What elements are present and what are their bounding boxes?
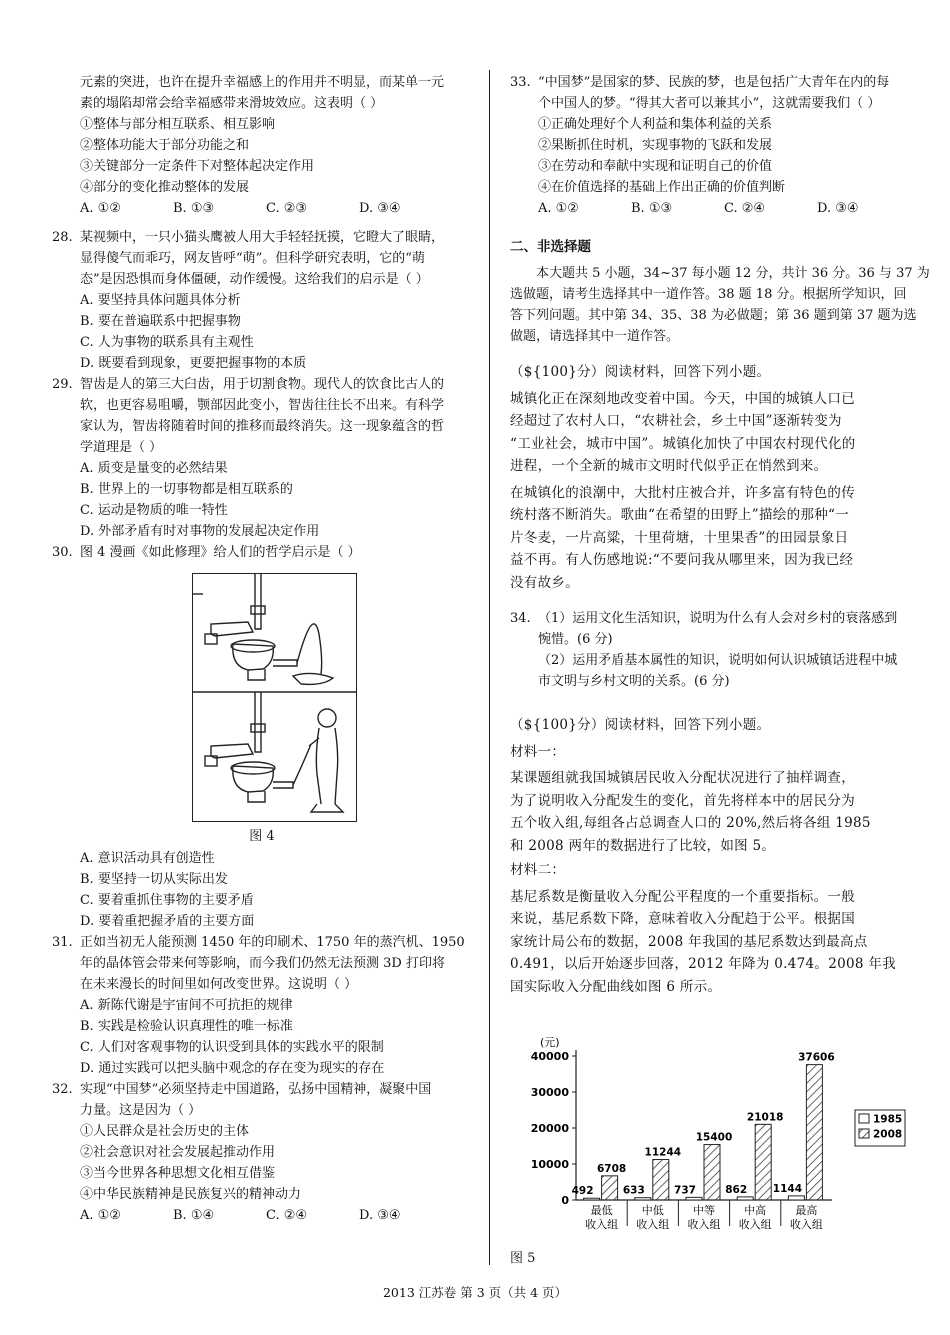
group-1-heading: （${100}分）阅读材料，回答下列小题。 [510,364,771,380]
left-column [52,72,472,1226]
bar-value-label: 1144 [772,1182,803,1195]
q33-item: ②果断抓住时机，实现事物的飞跃和发展 [538,138,773,153]
option-a: A. 质变是量变的必然结果 [80,461,228,476]
bar-1985 [635,1198,651,1200]
bar-2008 [806,1065,822,1200]
bar-value-label: 492 [571,1185,594,1198]
group-2-heading: （${100}分）阅读材料，回答下列小题。 [510,717,771,733]
legend-label: 2008 [873,1128,903,1141]
bar-value-label: 37606 [798,1051,835,1064]
option-b: B. ①③ [631,201,673,216]
category-label: 中低 [641,1204,664,1217]
question-32 [52,1079,472,1226]
bar-2008 [653,1160,669,1200]
q32-line: 实现“中国梦”必须坚持走中国道路，弘扬中国精神，凝聚中国 [80,1082,432,1097]
legend-label: 1985 [873,1113,903,1126]
material-line: 进程，一个全新的城市文明时代似乎正在悄然到来。 [510,458,828,474]
category-label: 最高 [795,1204,818,1217]
income-bar-chart [514,1036,914,1246]
bar-1985 [686,1197,702,1200]
q29-line: 学道理是（ ） [80,440,163,455]
bar-2008 [704,1145,720,1200]
option-a: A. ①② [80,201,121,216]
q32-line: 力量。这是因为（ ） [80,1103,202,1118]
material-line: 为了说明收入分配发生的变化，首先将样本中的居民分为 [510,792,855,809]
option-a: A. ①② [80,1208,121,1223]
figure-4-caption: 图 4 [249,829,275,844]
q32-item: ①人民群众是社会历史的主体 [80,1124,250,1139]
q34-part-2: 市文明与乡村文明的关系。(6 分) [538,674,730,689]
q31-line: 年的晶体管会带来何等影响，而今我们仍然无法预测 3D 打印将 [80,956,445,971]
q27-options [52,198,472,219]
option-c: C. 人为事物的联系具有主观性 [80,335,254,350]
material-line: 某课题组就我国城镇居民收入分配状况进行了抽样调查， [510,770,855,786]
option-a: A. 要坚持具体问题具体分析 [80,293,241,308]
figure-4-cartoon [192,573,357,822]
category-label: 收入组 [585,1218,619,1231]
question-number: 32. [52,1082,73,1097]
material-line: 五个收入组,每组各占总调查人口的 20%,然后将各组 1985 [510,815,871,831]
material-line: 片冬麦，一片高粱，十里荷塘，十里果香”的田园景象日 [510,529,849,546]
bar-value-label: 737 [674,1184,696,1197]
legend-swatch-1985 [859,1114,869,1123]
question-27-continued [52,72,472,219]
q27-item: ④部分的变化推动整体的发展 [80,180,250,195]
q29-line: 软，也更容易咀嚼，颚部因此变小，智齿往往长不出来。有科学 [80,398,445,413]
material-line: 没有故乡。 [510,574,579,591]
q29-line: 智齿是人的第三大臼齿，用于切割食物。现代人的饮食比古人的 [80,377,445,392]
question-33 [510,72,920,219]
option-c: C. ②③ [266,201,308,216]
section-2-heading: 二、非选择题 [510,239,591,255]
material-line: “工业社会，城市中国”。城镇化加快了中国农村现代化的 [510,435,856,452]
option-d: D. ③④ [359,1208,401,1223]
option-a: A. 新陈代谢是宇宙间不可抗拒的规律 [80,998,293,1013]
category-label: 收入组 [738,1218,772,1231]
cartoon-illustration [193,574,356,821]
material-line: 统村落不断消失。歌曲“在希望的田野上”描绘的那种“一 [510,507,850,523]
q32-item: ③当今世界各种思想文化相互借鉴 [80,1166,276,1181]
category-label: 中等 [693,1204,715,1217]
y-tick-label: 40000 [530,1050,569,1063]
q34-part-1: 惋惜。(6 分) [538,632,613,647]
material-line: 家统计局公布的数据，2008 年我国的基尼系数达到最高点 [510,933,868,950]
option-b: B. 实践是检验认识真理性的唯一标准 [80,1019,293,1034]
material-1 [510,767,920,857]
option-d: D. 外部矛盾有时对事物的发展起决定作用 [80,524,320,539]
figure-5-chart [514,1036,914,1246]
option-d: D. 通过实践可以把头脑中观念的存在变为现实的存在 [80,1061,385,1076]
right-column [510,72,930,998]
bar-2008 [602,1176,618,1200]
q28-line: 某视频中，一只小猫头鹰被人用大手轻轻抚摸，它瞪大了眼睛， [80,230,445,245]
option-b: B. 世界上的一切事物都是相互联系的 [80,482,293,497]
question-number: 33. [510,75,531,90]
q32-options [52,1205,472,1226]
bar-1985 [584,1198,600,1200]
category-label: 最低 [590,1204,613,1217]
q33-item: ①正确处理好个人利益和集体利益的关系 [538,117,773,132]
bar-value-label: 21018 [746,1111,784,1124]
option-d: D. ③④ [817,201,859,216]
q33-line: 个中国人的梦。“得其大者可以兼其小”，这就需要我们（ ） [538,96,881,111]
figure-5-caption: 图 5 [510,1251,536,1266]
option-d: D. 要着重把握矛盾的主要方面 [80,914,255,929]
q33-item: ④在价值选择的基础上作出正确的价值判断 [538,180,786,195]
bar-value-label: 15400 [695,1131,733,1144]
y-tick-label: 0 [561,1194,569,1207]
q27-line: 元素的突进，也许在提升幸福感上的作用并不明显，而某单一元 [80,75,445,90]
question-31 [52,932,472,1079]
option-a: A. 意识活动具有创造性 [80,851,215,866]
instruction-line: 答下列问题。其中第 34、35、38 为必做题；第 36 题到第 37 题为选 [510,308,917,323]
option-c: C. ②④ [266,1208,308,1223]
section-2-instructions [510,263,930,347]
question-28 [52,227,472,374]
option-c: C. 要着重抓住事物的主要矛盾 [80,893,254,908]
q33-item: ③在劳动和奉献中实现和证明自己的价值 [538,159,773,174]
question-34 [510,608,920,692]
option-c: C. 人们对客观事物的认识受到具体的实践水平的限制 [80,1040,384,1055]
bar-1985 [737,1197,753,1200]
material-line: 来说，基尼系数下降，意味着收入分配趋于公平。根据国 [510,911,855,927]
q31-line: 在未来漫长的时间里如何改变世界。这说明（ ） [80,977,358,992]
legend-swatch-2008 [859,1129,869,1138]
q29-line: 家认为，智齿将随着时间的推移而最终消失。这一现象蕴含的哲 [80,419,445,434]
material-line: 在城镇化的浪潮中，大批村庄被合并，许多富有特色的传 [510,484,855,501]
q27-item: ②整体功能大于部分功能之和 [80,138,250,153]
option-b: B. ①③ [173,201,215,216]
category-label: 收入组 [789,1218,823,1231]
category-label: 收入组 [687,1218,721,1231]
material-line: 经超过了农村人口，“农耕社会，乡土中国”逐渐转变为 [510,413,842,429]
option-c: C. ②④ [724,201,766,216]
question-30 [52,542,472,932]
q27-line: 素的塌陷却常会给幸福感带来滑坡效应。这表明（ ） [80,96,384,111]
material-line: 城镇化正在深刻地改变着中国。今天，中国的城镇人口已 [510,390,855,407]
option-b: B. 要坚持一切从实际出发 [80,872,228,887]
column-divider [489,70,490,1265]
q27-item: ①整体与部分相互联系、相互影响 [80,117,276,132]
category-label: 中高 [744,1204,767,1217]
material-line: 益不再。有人伤感地说:“不要问我从哪里来，因为我已经 [510,552,854,568]
y-tick-label: 10000 [530,1158,569,1171]
option-b: B. ①④ [173,1208,215,1223]
q30-line: 图 4 漫画《如此修理》给人们的哲学启示是（ ） [80,545,361,560]
material-line: 0.491，以后开始逐步回落，2012 年降为 0.474。2008 年我 [510,956,896,972]
option-c: C. 运动是物质的唯一特性 [80,503,228,518]
option-d: D. 既要看到现象，更要把握事物的本质 [80,356,307,371]
y-tick-label: 30000 [530,1086,569,1099]
bar-value-label: 862 [725,1183,748,1196]
q33-line: “中国梦”是国家的梦、民族的梦，也是包括广大青年在内的每 [538,75,890,90]
q34-part-1: （1）运用文化生活知识，说明为什么有人会对乡村的衰落感到 [538,611,898,626]
bar-2008 [755,1124,771,1200]
q33-options [510,198,920,219]
material-1-label: 材料一： [510,743,566,760]
q28-line: 态”是因恐惧而身体僵硬，动作缓慢。这给我们的启示是（ ） [80,272,429,287]
question-number: 29. [52,377,73,392]
bar-value-label: 633 [622,1184,645,1197]
q28-line: 显得傻气而乖巧，网友皆呼“萌”。但科学研究表明，它的“萌 [80,251,425,266]
bar-value-label: 11244 [644,1146,682,1159]
q31-line: 正如当初无人能预测 1450 年的印刷术、1750 年的蒸汽机、1950 [80,935,465,950]
option-a: A. ①② [538,201,579,216]
y-axis-unit-label: (元) [540,1036,560,1049]
q32-item: ④中华民族精神是民族复兴的精神动力 [80,1187,302,1202]
option-b: B. 要在普遍联系中把握事物 [80,314,241,329]
material-2 [510,886,920,999]
instruction-line: 做题，请选择其中一道作答。 [510,329,680,344]
material-line: 基尼系数是衡量收入分配公平程度的一个重要指标。一般 [510,888,855,905]
question-number: 34. [510,611,531,626]
q27-item: ③关键部分一定条件下对整体起决定作用 [80,159,315,174]
question-number: 31. [52,935,73,950]
question-29 [52,374,472,542]
q34-part-2: （2）运用矛盾基本属性的知识，说明如何认识城镇话进程中城 [538,653,898,668]
category-label: 收入组 [636,1218,670,1231]
y-tick-label: 20000 [530,1122,569,1135]
material-line: 和 2008 两年的数据进行了比较，如图 5。 [510,837,776,854]
material-2-label: 材料二： [510,862,566,878]
option-d: D. ③④ [359,201,401,216]
material-line: 国实际收入分配曲线如图 6 所示。 [510,978,722,995]
q32-item: ②社会意识对社会发展起推动作用 [80,1145,276,1160]
page-footer: 2013 江苏卷 第 3 页（共 4 页） [382,1285,568,1300]
instruction-line: 本大题共 5 小题，34~37 每小题 12 分，共计 36 分。36 与 37 为 [536,266,930,281]
bar-1985 [788,1196,804,1200]
bar-value-label: 6708 [596,1162,627,1175]
question-number: 28. [52,230,73,245]
instruction-line: 选做题，请考生选择其中一道作答。38 题 18 分。根据所学知识，回 [510,287,907,302]
group-1-material [510,388,920,595]
question-number: 30. [52,545,73,560]
